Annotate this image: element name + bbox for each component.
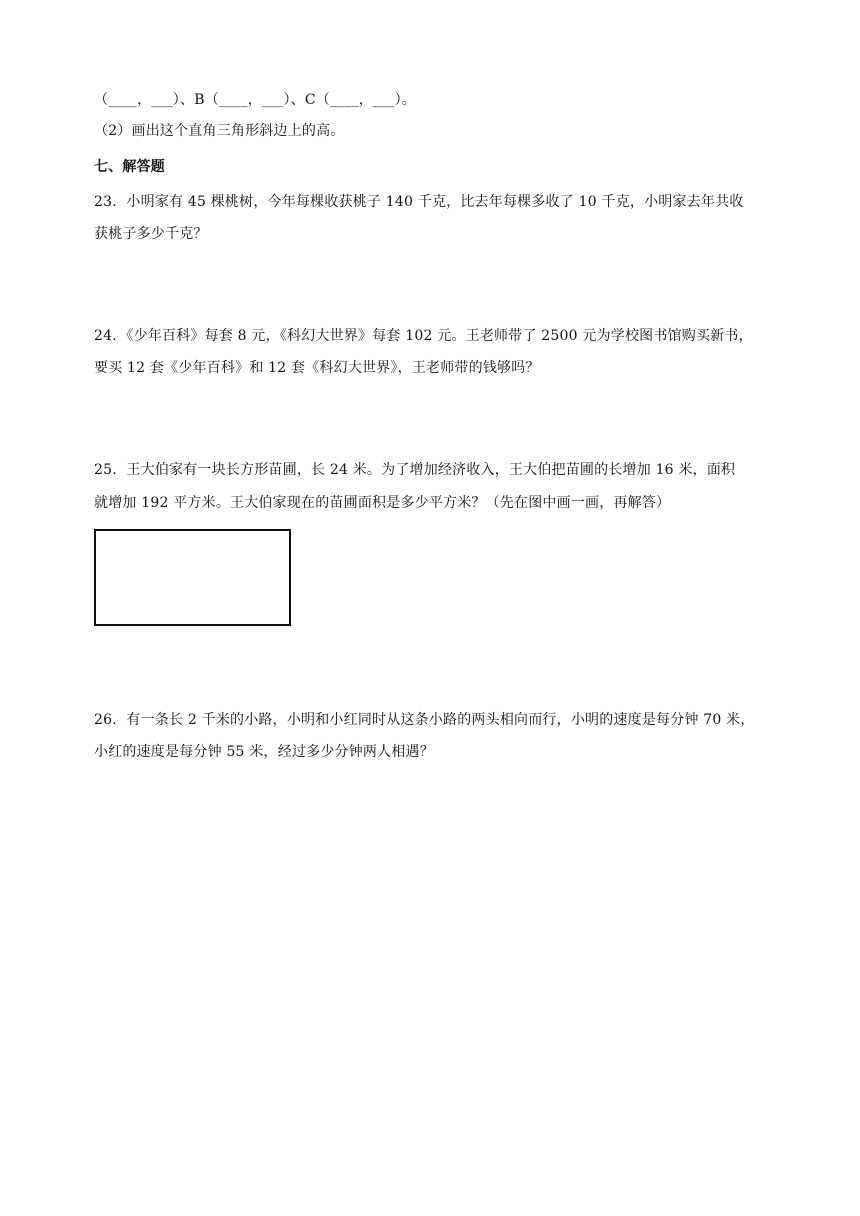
- q25-line-2: 就增加 192 平方米。王大伯家现在的苗圃面积是多少平方米？（先在图中画一画，再解答）: [94, 495, 671, 511]
- q25-line-1: 25．王大伯家有一块长方形苗圃，长 24 米。为了增加经济收入，王大伯把苗圃的长增加 16 米，面积: [94, 462, 736, 478]
- q26-line-1: 26．有一条长 2 千米的小路，小明和小红同时从这条小路的两头相向而行，小明的速度是每分钟 70 米，: [94, 712, 755, 728]
- q23-line-2: 获桃子多少千克？: [94, 226, 208, 242]
- q23-line-1: 23．小明家有 45 棵桃树，今年每棵收获桃子 140 千克，比去年每棵多收了 10 千克，小明家去年共收: [94, 194, 744, 210]
- q22-part2-text: （2）画出这个直角三角形斜边上的高。: [94, 123, 345, 139]
- q24-line-1: 24．《少年百科》每套 8 元，《科幻大世界》每套 102 元。王老师带了 2500 元为学校图书馆购买新书，: [94, 328, 753, 344]
- nursery-rectangle-diagram: [94, 529, 291, 626]
- q26-line-2: 小红的速度是每分钟 55 米，经过多少分钟两人相遇？: [94, 744, 434, 760]
- q22-coordinates-line: （____，___）、B（____，___）、C（____，___）。: [94, 92, 416, 108]
- section-heading: 七、解答题: [94, 159, 165, 175]
- q24-line-2: 要买 12 套《少年百科》和 12 套《科幻大世界》，王老师带的钱够吗？: [94, 360, 540, 376]
